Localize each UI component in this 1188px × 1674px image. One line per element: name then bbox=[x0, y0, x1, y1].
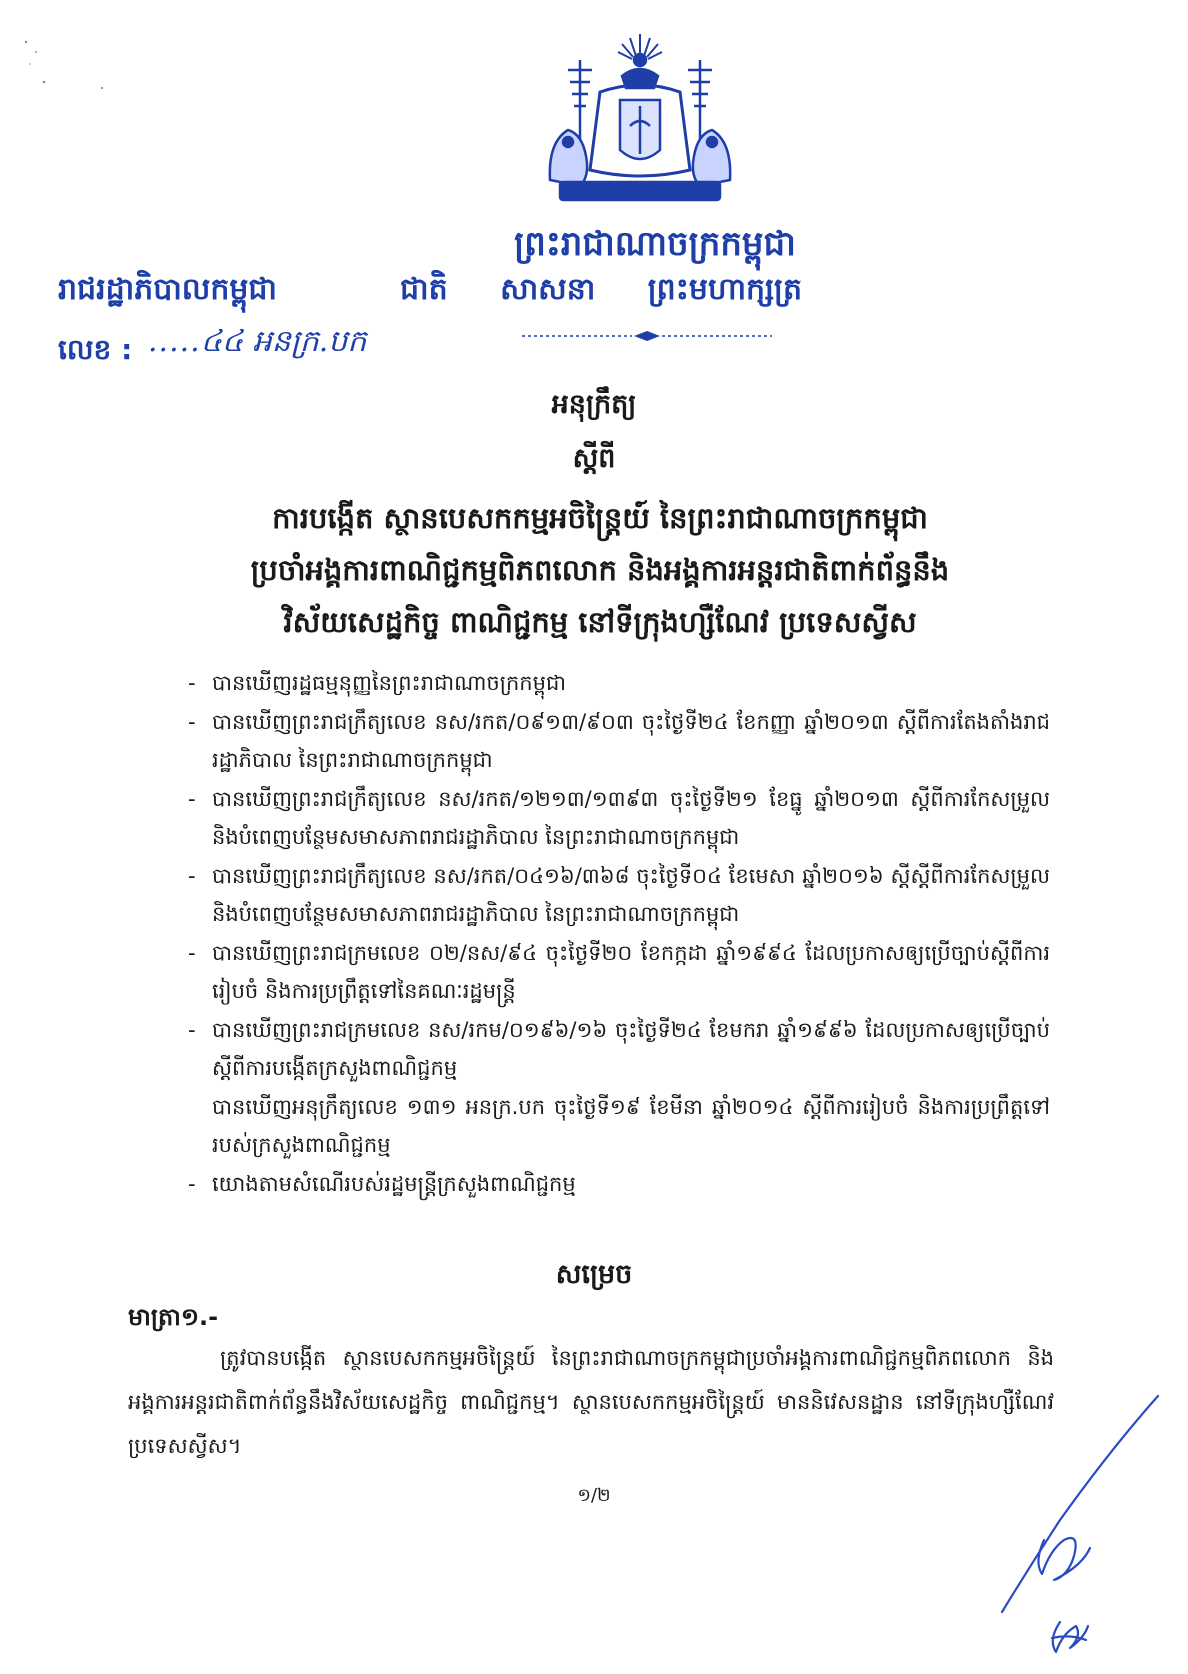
reference-item: - បានឃើញរដ្ឋធម្មនុញ្ញនៃព្រះរាជាណាចក្រកម្ពុជា bbox=[188, 671, 566, 695]
title-line-3: វិស័យសេដ្ឋកិច្ច ពាណិជ្ជកម្ម នៅទីក្រុងហ្សឺណែវ ប្រទេសស្វីស bbox=[283, 605, 917, 639]
motto-religion: សាសនា bbox=[500, 272, 596, 307]
handwritten-document-number: .....៤៤ អនក្រ.បក bbox=[148, 324, 367, 359]
page-number: ១/២ bbox=[577, 1485, 611, 1506]
article-1-label: មាត្រា១.- bbox=[128, 1303, 219, 1331]
document-number-value: ៤៤ អនក្រ.បក bbox=[200, 324, 367, 359]
legal-references-list bbox=[188, 664, 1050, 1203]
decision-heading: សម្រេច bbox=[555, 1259, 633, 1290]
motto-divider-ornament bbox=[522, 330, 772, 342]
document-title bbox=[160, 492, 1040, 648]
kingdom-heading: ព្រះរាជាណាចក្រកម្ពុជា bbox=[514, 224, 796, 264]
about-heading: ស្ដីពី bbox=[572, 443, 616, 474]
reference-item: - បានឃើញព្រះរាជក្រមលេខ នស/រកម/០១៩៦/១៦ ចុះថ្ងៃទី២៤ ខែមករា ឆ្នាំ១៩៩៦ ដែលប្រកាសឲ្យប្រើច្បាប់ស្តីពីការបង្កើតក្រសួងពាណិជ្ជកម្ម bbox=[188, 1017, 1050, 1080]
motto-king: ព្រះមហាក្សត្រ bbox=[647, 272, 802, 307]
article-1-text: ត្រូវបានបង្កើត ស្ថានបេសកកម្មអចិន្ត្រៃយ៍ នៃព្រះរាជាណាចក្រកម្ពុជាប្រចាំអង្គការពាណិជ្ជកម្មពិភពលោក និងអង្គការអន្តរជាតិពាក់ព័ន្ធនឹងវិស័យសេដ្ឋកិច្ច ពាណិជ្ជកម្ម។ ស្ថានបេសកកម្មអចិន្ត្រៃយ៍ មាននិវេសនដ្ឋាន នៅទីក្រុងហ្សឺណែវ ប្រទេសស្វីស។ bbox=[128, 1346, 1054, 1458]
scan-specks bbox=[14, 30, 124, 110]
royal-coat-of-arms-emblem bbox=[490, 30, 790, 212]
reference-item: បានឃើញអនុក្រឹត្យលេខ ១៣១ អនក្រ.បក ចុះថ្ងៃទី១៩ ខែមីនា ឆ្នាំ២០១៤ ស្តីពីការរៀបចំ និងការប្រព្រឹត្តទៅរបស់ក្រសួងពាណិជ្ជកម្ម bbox=[212, 1094, 1050, 1157]
motto-nation: ជាតិ bbox=[400, 272, 448, 307]
number-label: លេខ : bbox=[58, 333, 133, 366]
reference-item: - យោងតាមសំណើរបស់រដ្ឋមន្ត្រីក្រសួងពាណិជ្ជកម្ម bbox=[188, 1171, 576, 1196]
title-line-2: ប្រចាំអង្គការពាណិជ្ជកម្មពិភពលោក និងអង្គការអន្តរជាតិពាក់ព័ន្ធនឹង bbox=[250, 553, 950, 587]
handwritten-signature bbox=[990, 1390, 1180, 1660]
document-type-heading: អនុក្រឹត្យ bbox=[551, 389, 637, 420]
government-heading: រាជរដ្ឋាភិបាលកម្ពុជា bbox=[58, 272, 277, 307]
national-motto bbox=[400, 270, 844, 314]
reference-item: - បានឃើញព្រះរាជក្រមលេខ ០២/នស/៩៤ ចុះថ្ងៃទី២០ ខែកក្កដា ឆ្នាំ១៩៩៤ ដែលប្រកាសឲ្យប្រើច្បាប់ស្តីពីការរៀបចំ និងការប្រព្រឹត្តទៅនៃគណៈរដ្ឋមន្ត្រី bbox=[188, 940, 1050, 1003]
reference-item: - បានឃើញព្រះរាជក្រឹត្យលេខ នស/រកត/១២១៣/១៣៩៣ ចុះថ្ងៃទី២១ ខែធ្នូ ឆ្នាំ២០១៣ ស្តីពីការកែសម្រួល និងបំពេញបន្ថែមសមាសភាពរាជរដ្ឋាភិបាល នៃព្រះរាជាណាចក្រកម្ពុជា bbox=[188, 786, 1050, 849]
reference-item: - បានឃើញព្រះរាជក្រឹត្យលេខ នស/រកត/០៤១៦/៣៦៨ ចុះថ្ងៃទី០៤ ខែមេសា ឆ្នាំ២០១៦ ស្តីស្តីពីការកែសម្រួល និងបំពេញបន្ថែមសមាសភាពរាជរដ្ឋាភិបាល នៃព្រះរាជាណាចក្រកម្ពុជា bbox=[188, 863, 1050, 926]
reference-item: - បានឃើញព្រះរាជក្រឹត្យលេខ នស/រកត/០៩១៣/៩០៣ ចុះថ្ងៃទី២៤ ខែកញ្ញា ឆ្នាំ២០១៣ ស្តីពីការតែងតាំងរាជរដ្ឋាភិបាល នៃព្រះរាជាណាចក្រកម្ពុជា bbox=[188, 709, 1050, 772]
title-line-1: ការបង្កើត ស្ថានបេសកកម្មអចិន្ត្រៃយ៍ នៃព្រះរាជាណាចក្រកម្ពុជា bbox=[272, 501, 928, 535]
